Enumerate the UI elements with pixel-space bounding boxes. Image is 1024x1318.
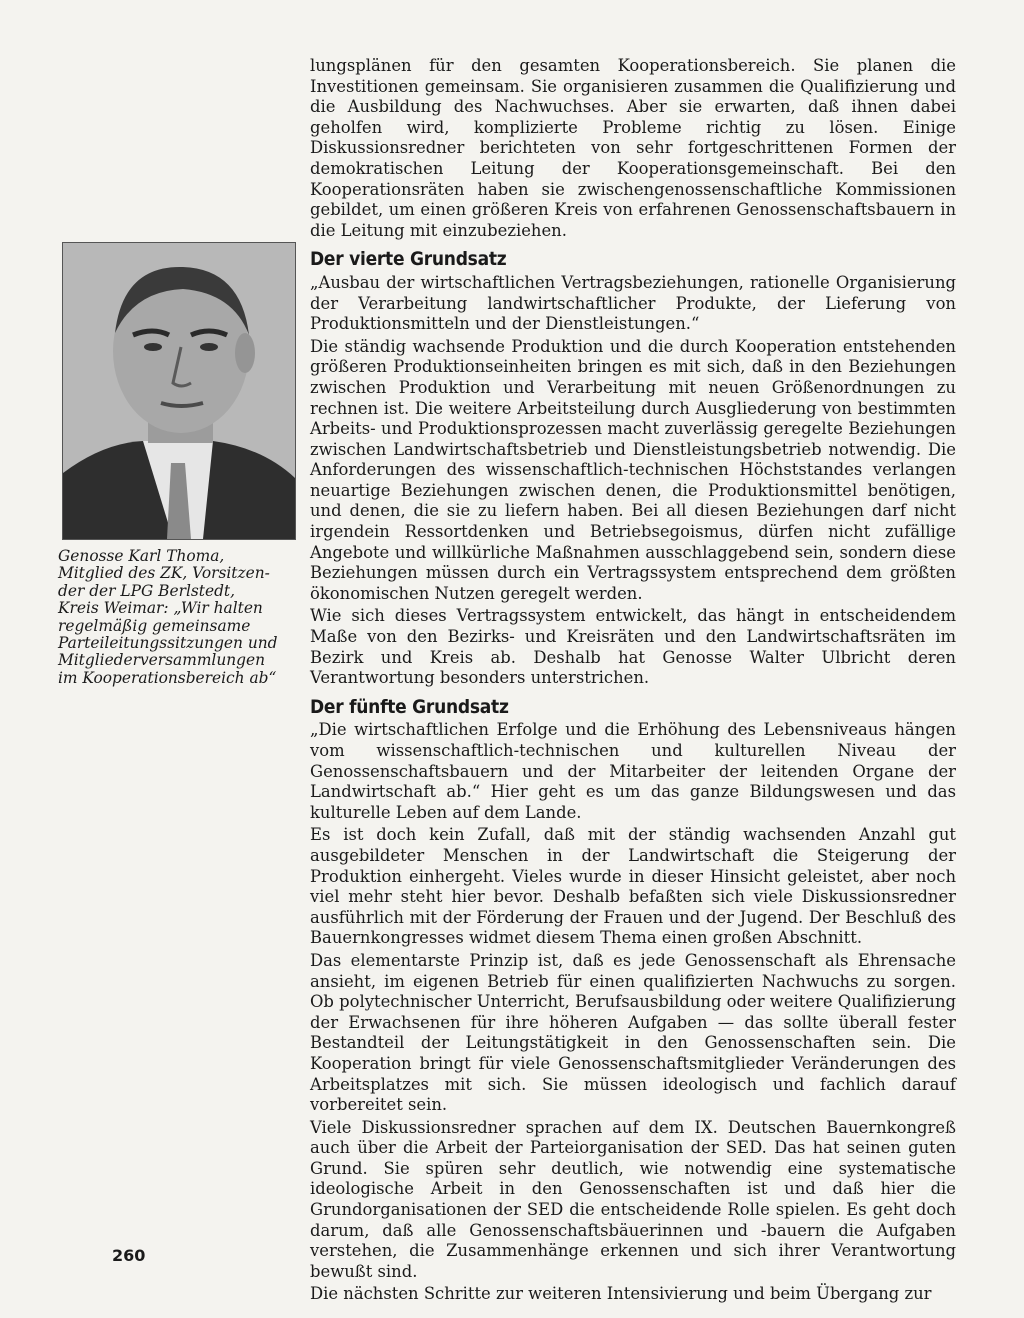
caption-line: Genosse Karl Thoma, xyxy=(58,547,225,565)
section-heading-vierter-grundsatz: Der vierte Grundsatz xyxy=(310,248,507,271)
portrait-illustration xyxy=(63,243,295,539)
section-heading-fuenfter-grundsatz: Der fünfte Grundsatz xyxy=(310,695,509,718)
intro-paragraph: lungsplänen für den gesamten Kooperationsbereich. Sie planen die Investitionen gemeinsam. Sie organisieren zusammen die Qualifizierung und die Ausbildung des Nachwuchses. Aber sie erwarten, daß ihnen dabei geholfen wird, komplizierte Probleme richtig zu lösen. Einige Diskussionsredner berichteten von sehr fortgeschrittenen Formen der demokratischen Leitung der Kooperationsgemeinschaft. Bei den Kooperationsräten haben sie zwischengenossenschaftliche Kommissionen gebildet, um einen größeren Kreis von erfahrenen Genossenschaftsbauern in die Leitung mit einzubeziehen. xyxy=(310,56,956,240)
portrait-column xyxy=(58,242,296,687)
section4-quote: „Ausbau der wirtschaftlichen Vertragsbeziehungen, rationelle Organisierung der Verarbeitung landwirtschaftlicher Produkte, der Lieferung von Produktionsmitteln und der Dienstleistungen.“ xyxy=(310,272,956,334)
section4-paragraph-1: Die ständig wachsende Produktion und die durch Kooperation entstehenden größeren Produktionseinheiten bringen es mit sich, daß in den Beziehungen zwischen Produktion und Verarbeitung mit neuen Größenordnungen zu rechnen ist. Die weitere Arbeitsteilung durch Ausgliederung von bestimmten Arbeits- und Produktionsprozessen macht zuverlässig geregelte Beziehungen zwischen Landwirtschaftsbetrieb und Dienstleistungsbetrieb notwendig. Die Anforderungen des wissenschaftlich-technischen Höchststandes verlangen neuartige Beziehungen zwischen denen, die Produktionsmittel benötigen, und denen, die sie zu liefern haben. Bei all diesen Beziehungen darf nicht irgendein Ressortdenken und Betriebsegoismus, dürfen nicht zufällige Angebote und willkürliche Maßnahmen ausschlaggebend sein, sondern diese Beziehungen müssen durch ein Vertragssystem entsprechend dem größten ökonomischen Nutzen geregelt werden. xyxy=(310,336,956,603)
section5-paragraph-1: Es ist doch kein Zufall, daß mit der ständig wachsenden Anzahl gut ausgebildeter Menschen in der Landwirtschaft die Steigerung der Produktion einhergeht. Vieles wurde in dieser Hinsicht geleistet, aber noch viel mehr steht hier bevor. Deshalb befaßten sich viele Diskussionsredner ausführlich mit der Förderung der Frauen und der Jugend. Der Beschluß des Bauernkongresses widmet diesem Thema einen großen Abschnitt. xyxy=(310,825,956,948)
photo-caption xyxy=(58,548,296,687)
section4-paragraph-2: Wie sich dieses Vertragssystem entwickelt, das hängt in entscheidendem Maße von den Bezirks- und Kreisräten und den Landwirtschaftsräten im Bezirk und Kreis ab. Deshalb hat Genosse Walter Ulbricht deren Verantwortung besonders unterstrichen. xyxy=(310,606,956,688)
section5-paragraph-3: Viele Diskussionsredner sprachen auf dem IX. Deutschen Bauernkongreß auch über die Arbeit der Parteiorganisation der SED. Das hat seinen guten Grund. Sie spüren sehr deutlich, wie notwendig eine systematische ideologische Arbeit in den Genossenschaften ist und daß hier die Grundorganisationen der SED die entscheidende Rolle spielen. Es geht doch darum, daß alle Genossenschaftsbäuerinnen und -bauern die Aufgaben verstehen, die Zusammenhänge erkennen und sich ihrer Verantwortung bewußt sind. xyxy=(310,1117,956,1281)
caption-line: im Kooperationsbereich ab“ xyxy=(58,668,277,687)
caption-line: Mitgliederversammlungen xyxy=(58,651,266,670)
page-number: 260 xyxy=(112,1246,146,1265)
caption-line: Parteileitungssitzungen und xyxy=(58,634,278,653)
section5-paragraph-4: Die nächsten Schritte zur weiteren Intensivierung und beim Übergang zur xyxy=(310,1284,932,1304)
section5-paragraph-2: Das elementarste Prinzip ist, daß es jede Genossenschaft als Ehrensache ansieht, im eigenen Betrieb für einen qualifizierten Nachwuchs zu sorgen. Ob polytechnischer Unterricht, Berufsausbildung oder weitere Qualifizierung der Erwachsenen für ihre höheren Aufgaben — das sollte überall fester Bestandteil der Leitungstätigkeit in den Genossenschaften sein. Die Kooperation bringt für viele Genossenschaftsmitglieder Veränderungen des Arbeitsplatzes mit sich. Sie müssen ideologisch und fachlich darauf vorbereitet sein. xyxy=(310,950,956,1115)
section5-quote: „Die wirtschaftlichen Erfolge und die Erhöhung des Lebensniveaus hängen vom wissenschaftlich-technischen und kulturellen Niveau der Genossenschaftsbauern und der Mitarbeiter der leitenden Organe der Landwirtschaft ab.“ Hier geht es um das ganze Bildungswesen und das kulturelle Leben auf dem Lande. xyxy=(310,720,956,822)
caption-line: Kreis Weimar: „Wir halten xyxy=(58,599,263,618)
main-text-column xyxy=(310,56,956,1307)
caption-line: Mitglied des ZK, Vorsitzen- xyxy=(58,564,270,583)
caption-line: der der LPG Berlstedt, xyxy=(58,581,235,600)
portrait-photo xyxy=(62,242,296,540)
caption-line: regelmäßig gemeinsame xyxy=(58,616,251,635)
